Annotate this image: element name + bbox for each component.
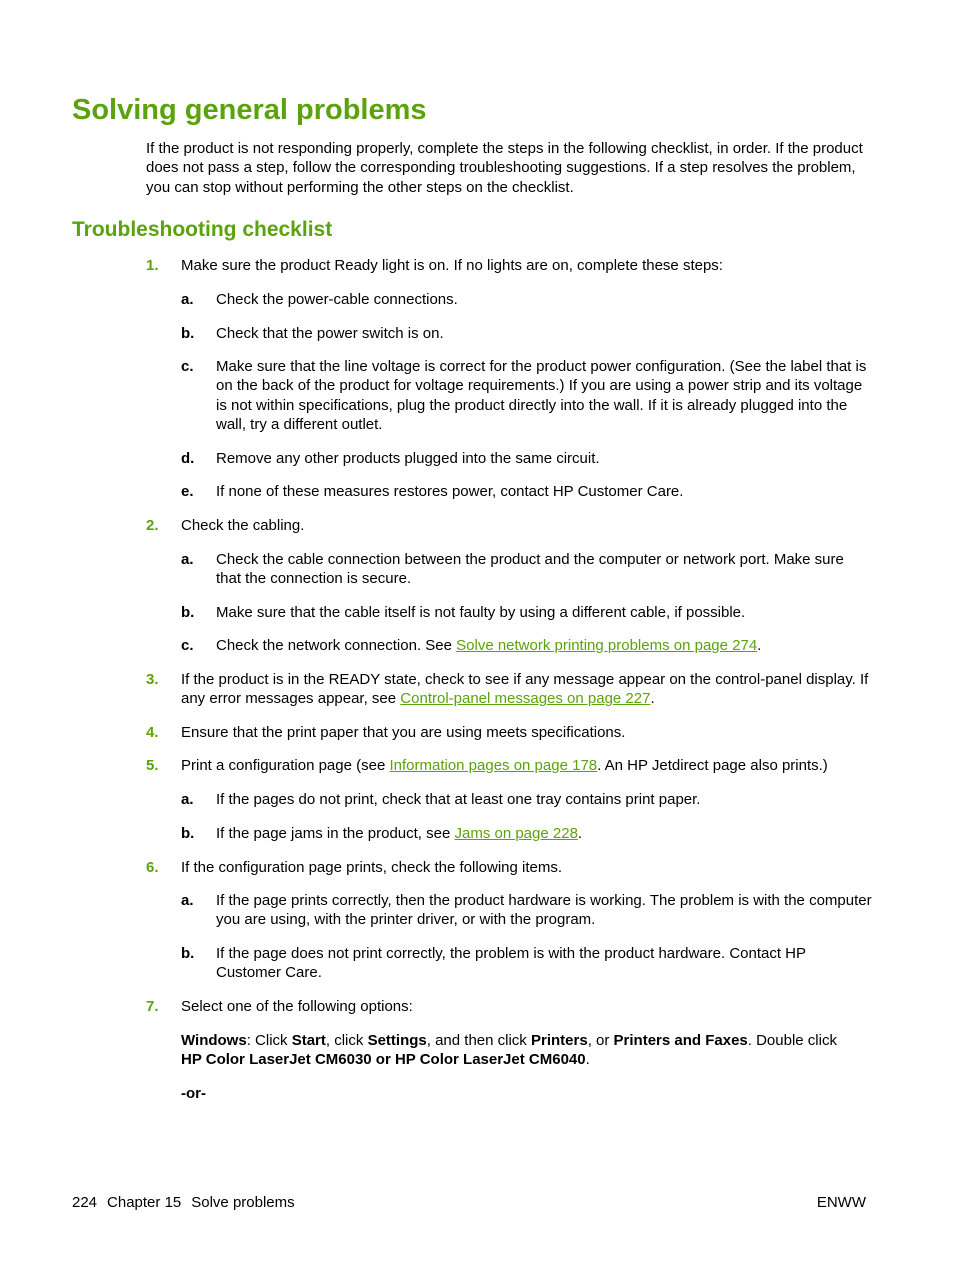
start-label: Start xyxy=(291,1032,326,1049)
substep-text-post: . xyxy=(757,637,762,654)
step-number: 6. xyxy=(146,859,159,876)
step-text: If the configuration page prints, check the following items. xyxy=(181,859,563,876)
step-text: Make sure the product Ready light is on. If no lights are on, complete these steps: xyxy=(181,257,723,274)
substep-letter: a. xyxy=(181,551,194,568)
printers-label: Printers xyxy=(530,1032,588,1049)
printer-model-label: HP Color LaserJet CM6030 or HP Color LaserJet CM6040 xyxy=(181,1051,586,1069)
section-title: Troubleshooting checklist xyxy=(72,218,333,241)
step-number: 2. xyxy=(146,517,159,534)
substep-text: If the page prints correctly, then the product hardware is working. The problem is with the computer you are using, with the printer driver, or with the program. xyxy=(216,892,872,929)
instruction-text: , click xyxy=(325,1032,368,1049)
information-pages-link[interactable]: Information pages on page 178 xyxy=(389,757,598,774)
intro-paragraph: If the product is not responding properly, complete the steps in the following checklist, in order. If the product does not pass a step, follow the corresponding troubleshooting suggestions. If a step resolves the problem, you can stop without performing the other steps on the checklist. xyxy=(146,140,863,196)
step-number: 3. xyxy=(146,671,159,688)
step-text xyxy=(181,670,871,709)
step-text-post: . An HP Jetdirect page also prints.) xyxy=(597,757,828,774)
settings-label: Settings xyxy=(367,1032,427,1049)
instruction-text: : Click xyxy=(246,1032,292,1049)
step-number: 1. xyxy=(146,257,159,274)
substep-text: Check the power-cable connections. xyxy=(216,291,458,308)
substep-letter: a. xyxy=(181,791,194,808)
substep-text-post: . xyxy=(577,825,583,842)
instruction-text: , and then click xyxy=(426,1032,531,1049)
jams-link[interactable]: Jams on page 228 xyxy=(454,825,578,842)
step-number: 7. xyxy=(146,998,159,1015)
or-separator: -or- xyxy=(181,1085,206,1102)
substep-text-pre: Check the network connection. See xyxy=(216,637,457,654)
substep-letter: b. xyxy=(181,604,195,621)
substep-text: Make sure that the line voltage is correct for the product power configuration. (See the label that is on the back of the product for voltage requirements.) If you are using a power strip and its voltage is not within specifications, plug the product directly into the wall. If it is already plugged into the wall, try a different outlet. xyxy=(216,358,867,434)
instruction-text: . Double click xyxy=(747,1032,837,1049)
substep-text-pre: If the page jams in the product, see xyxy=(216,825,455,842)
footer-right: ENWW xyxy=(816,1194,866,1211)
substep-text: If the page does not print correctly, the problem is with the product hardware. Contact HP Customer Care. xyxy=(216,945,806,982)
substep-text: Remove any other products plugged into the same circuit. xyxy=(216,450,600,467)
step-number: 4. xyxy=(146,724,159,741)
step-text: Check the cabling. xyxy=(181,517,305,534)
substep-letter: b. xyxy=(181,825,195,842)
substep-text xyxy=(216,636,872,655)
printers-faxes-label: Printers and Faxes xyxy=(613,1032,748,1049)
substep-text: Check the cable connection between the product and the computer or network port. Make sure that the connection is secure. xyxy=(216,551,844,588)
substep-letter: c. xyxy=(181,358,194,375)
substep-letter: c. xyxy=(181,637,194,654)
step-text-pre: Print a configuration page (see xyxy=(181,757,390,774)
substep-text xyxy=(216,824,872,843)
footer-left xyxy=(72,1193,295,1212)
substep-letter: a. xyxy=(181,892,194,909)
page-title: Solving general problems xyxy=(72,94,427,126)
substep-letter: e. xyxy=(181,483,194,500)
substep-text: Check that the power switch is on. xyxy=(216,325,444,342)
step-number: 5. xyxy=(146,757,159,774)
step-text-post: . xyxy=(650,690,655,708)
substep-text: If the pages do not print, check that at least one tray contains print paper. xyxy=(216,791,701,808)
substep-letter: d. xyxy=(181,450,195,467)
page-number: 224 xyxy=(72,1194,98,1211)
substep-text: Make sure that the cable itself is not faulty by using a different cable, if possible. xyxy=(216,604,746,621)
step-text: Ensure that the print paper that you are using meets specifications. xyxy=(181,724,626,741)
substep-text: If none of these measures restores power, contact HP Customer Care. xyxy=(216,483,684,500)
step-text: Select one of the following options: xyxy=(181,998,413,1015)
step-text-pre: If the product is in the READY state, check to see if any message appear on the control-panel display. If any error messages appear, see xyxy=(181,671,869,708)
substep-letter: a. xyxy=(181,291,194,308)
network-problems-link[interactable]: Solve network printing problems on page 274 xyxy=(456,637,758,654)
instruction-text: . xyxy=(585,1051,590,1069)
step-text xyxy=(181,756,871,775)
control-panel-messages-link[interactable]: Control-panel messages on page 227 xyxy=(400,690,651,708)
windows-label: Windows xyxy=(181,1032,247,1049)
substep-letter: b. xyxy=(181,945,195,962)
chapter-label: Chapter 15 xyxy=(107,1194,182,1211)
windows-instructions xyxy=(181,1031,871,1070)
chapter-title: Solve problems xyxy=(191,1194,295,1211)
instruction-text: , or xyxy=(587,1032,614,1049)
substep-letter: b. xyxy=(181,325,195,342)
